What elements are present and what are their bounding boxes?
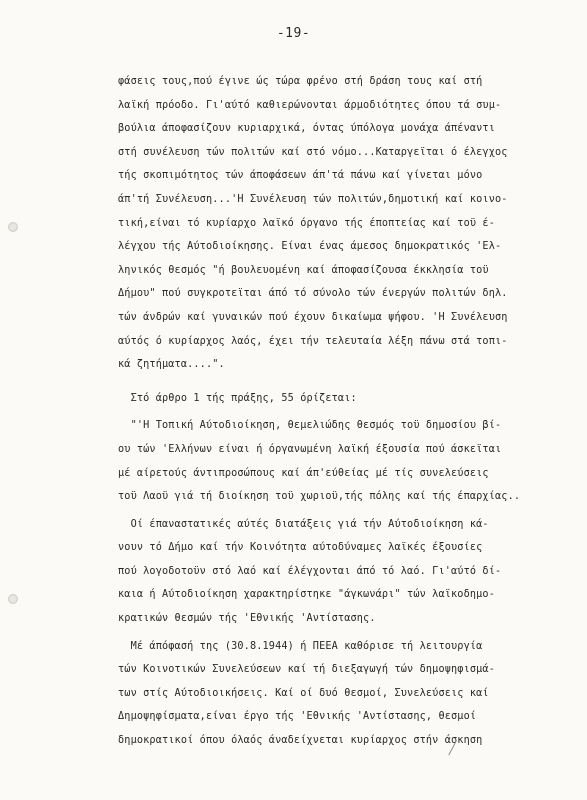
text-line: καια ή Αύτοδιοίκηση χαρακτηρίστηκε "άγκωνάρι" τών λαϊκοδημο-: [118, 589, 496, 601]
text-line: φάσεις τους,πού έγινε ώς τώρα φρένο στή δράση τους καί στή: [118, 76, 483, 87]
punch-hole: [8, 594, 18, 604]
text-line: λέγχου τής Αύτοδιοίκησης. Είναι ένας άμεσος δημοκρατικός 'Ελ-: [118, 241, 502, 253]
text-line: βούλια άποφασίζουν κυριαρχικά, όντας ύπόλογα μονάχα άπέναντι: [118, 123, 496, 135]
text-line: Δημοψηφίσματα,είναι έργο τής 'Εθνικής 'Αντίστασης, θεσμοί: [118, 711, 477, 723]
text-line: Οί έπαναστατικές αύτές διατάξεις γιά τήν Αύτοδιοίκηση κά-: [118, 518, 489, 530]
text-line: τής σκοπιμότητος τών άποφάσεων άπ'τά πάνω καί γίνεται μόνο: [118, 170, 483, 182]
text-line: νουν τό Δήμο καί τήν Κοινότητα αύτοδύναμες λαϊκές έξουσίες: [118, 542, 483, 554]
text-line: λαϊκή πρόοδο. Γι'αύτό καθιερώνονται άρμοδιότητες όπου τά συμ-: [118, 99, 502, 111]
text-line: Δήμου" πού συγκροτεϊται άπό τό σύνολο τών ένεργών πολιτών δηλ.: [118, 288, 508, 300]
text-line: δημοκρατικοί όπου όλαός άναδείχνεται κυρίαρχος στήν άσκηση: [118, 735, 483, 747]
text-line: τών άνδρών καί γυναικών πού έχουν δικαίωμα ψήφου. 'Η Συνέλευση: [118, 311, 508, 323]
text-line: στή συνέλευση τών πολιτών καί στό νόμο...Καταργεϊται ό έλεγχος: [118, 146, 508, 158]
text-line: κρατικών θεσμών τής 'Εθνικής 'Αντίστασης.: [118, 613, 376, 625]
paragraph-5: [118, 635, 558, 753]
text-line: Στό άρθρο 1 τής πράξης, 55 όρίζεται:: [118, 392, 357, 404]
text-line: πού λογοδοτοϋν στό λαό καί έλέγχονται άπό τό λαό. Γι'αύτό δί-: [118, 565, 502, 577]
text-line: κά ζητήματα....".: [118, 359, 225, 371]
text-line: ου τών 'Ελλήνων είναι ή όργανωμένη λαϊκή έξουσία πού άσκεϊται: [118, 443, 502, 455]
body-text: [118, 70, 558, 753]
paragraph-4: [118, 513, 558, 631]
text-line: ληνικός θεσμός "ή βουλευομένη καί άποφασίζουσα έκκλησία τοϋ: [118, 264, 489, 276]
paragraph-2: [118, 387, 558, 411]
text-line: των στίς Αύτοδιοικήσεις. Καί οί δυό θεσμοί, Συνελεύσεις καί: [118, 687, 489, 699]
punch-hole: [8, 222, 18, 232]
text-line: τοϋ Λαοϋ γιά τή διοίκηση τοϋ χωριοϋ,τής πόλης καί τής έπαρχίας..: [118, 491, 521, 503]
text-line: "'Η Τοπική Αύτοδιοίκηση, θεμελιώδης θεσμός τοϋ δημοσίου βί-: [118, 420, 502, 432]
text-line: τών Κοινοτικών Συνελεύσεων καί τή διεξαγωγή τών δημοψηφισμά-: [118, 664, 496, 676]
text-line: τική,είναι τό κυρίαρχο λαϊκό όργανο τής έποπτείας καί τοϋ έ-: [118, 217, 496, 229]
page-number: -19-: [276, 26, 311, 41]
text-line: αύτός ό κυρίαρχος λαός, έχει τήν τελευταία λέξη πάνω στά τοπι-: [118, 335, 508, 347]
paragraph-1: [118, 70, 558, 377]
text-line: μέ αίρετούς άντιπροσώπους καί άπ'εύθείας μέ τίς συνελεύσεις: [118, 467, 489, 479]
text-line: άπ'τή Συνέλευση...'Η Συνέλευση τών πολιτών,δημοτική καί κοινο-: [118, 193, 508, 205]
text-line: Μέ άπόφασή της (30.8.1944) ή ΠΕΕΑ καθόρισε τή λειτουργία: [118, 640, 483, 652]
paragraph-3-quote: [118, 414, 558, 508]
